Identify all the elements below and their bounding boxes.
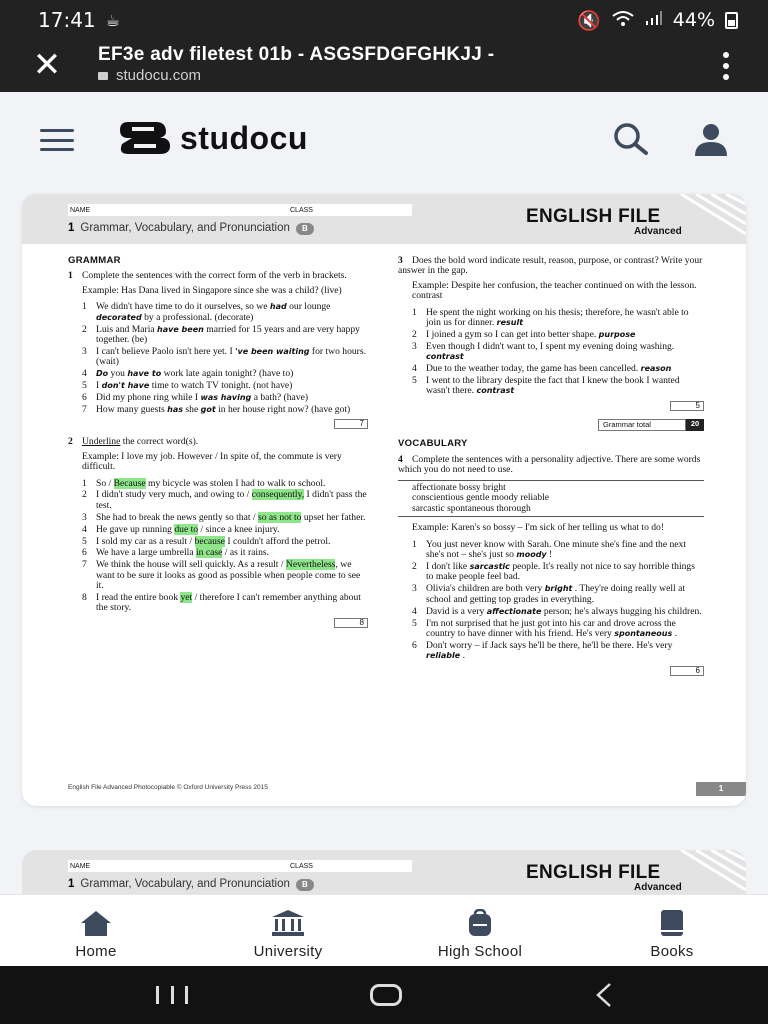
close-icon[interactable]: ✕ — [32, 45, 62, 85]
system-navigation — [0, 966, 768, 1024]
highlighted-answer: Because — [113, 477, 146, 489]
list-item — [398, 540, 704, 561]
name-class-box — [68, 204, 412, 216]
url-display — [98, 67, 201, 84]
nav-university-label: University — [253, 943, 323, 960]
signal-icon — [645, 9, 663, 31]
url-text: studocu.com — [116, 67, 202, 84]
university-icon — [271, 909, 305, 937]
item-text: Don't worry – if Jack says he'll be there, he'll be there. He's very — [426, 639, 673, 651]
handwritten-answer: have to — [127, 369, 162, 379]
page-number: 1 — [696, 782, 746, 796]
more-options-icon[interactable] — [722, 52, 730, 80]
nav-high-school-label: High School — [437, 943, 523, 960]
item-text: I went to the library despite the fact that I knew the book I wanted wasn't there. — [426, 375, 680, 397]
handwritten-answer: reliable — [426, 651, 461, 661]
studocu-logo[interactable] — [114, 118, 308, 158]
search-icon[interactable] — [610, 122, 650, 156]
home-icon — [79, 909, 113, 937]
item-text: I'm not surprised that he just got into his car and drove across the country to have dinner with his friend. He's very — [426, 617, 676, 639]
brand-title: ENGLISH FILE — [526, 206, 661, 227]
highlighted-answer: because — [194, 535, 225, 547]
item-text: . — [674, 627, 678, 639]
item-number: 3 — [82, 345, 87, 357]
recents-icon[interactable] — [156, 986, 188, 1004]
logo-mark-icon — [114, 118, 174, 158]
item-text: So / — [96, 477, 114, 489]
item-number: 3 — [82, 511, 87, 523]
handwritten-answer: was having — [200, 392, 252, 402]
grammar-heading: GRAMMAR — [68, 255, 121, 266]
list-item — [68, 393, 368, 403]
grammar-total: Grammar total 20 — [398, 419, 704, 431]
nav-home-label: Home — [75, 943, 117, 960]
item-number: 4 — [412, 605, 417, 617]
system-home-icon[interactable] — [370, 984, 402, 1006]
list-item — [398, 364, 704, 374]
handwritten-answer: Do — [96, 369, 109, 379]
list-item — [68, 525, 368, 535]
item-text: He gave up running — [96, 523, 175, 535]
mute-icon: 🔇 — [577, 9, 601, 32]
highlighted-answer: due to — [174, 523, 199, 535]
list-item — [398, 641, 704, 662]
page-title: EF3e adv filetest 01b - ASGSFDGFGHKJJ - — [98, 44, 495, 65]
item-number: 5 — [412, 375, 417, 387]
handwritten-answer: decorated — [96, 312, 142, 322]
question-3: 3 Does the bold word indicate result, reason, purpose, or contrast? Write your answer in the gap. — [398, 255, 703, 277]
item-text: We have a large umbrella — [96, 547, 197, 559]
item-number: 4 — [82, 523, 87, 535]
item-number: 5 — [82, 380, 87, 392]
item-text: Luis and Maria — [96, 323, 155, 335]
list-item — [68, 405, 368, 415]
item-number: 2 — [412, 561, 417, 572]
item-text: , we want to be sure it looks as good as possible when people come to see it. — [96, 559, 361, 592]
bottom-navigation — [0, 894, 768, 966]
item-text: married for 15 years and are very happy together. (be) — [96, 323, 360, 345]
item-text: upset her father. — [301, 511, 366, 523]
nav-home[interactable] — [0, 895, 192, 966]
user-icon[interactable] — [692, 122, 730, 156]
item-text: people. It's really not nice to say horrible things to make people feel bad. — [426, 561, 695, 583]
item-text: / therefore I can't remember anything about the story. — [96, 592, 361, 614]
battery-percent: 44% — [672, 9, 715, 31]
item-number: 3 — [412, 340, 417, 352]
question-4-items — [398, 540, 704, 662]
menu-icon[interactable] — [40, 129, 74, 151]
list-item — [398, 330, 704, 340]
brand-subtitle: Advanced — [634, 226, 682, 237]
handwritten-answer: contrast — [426, 352, 464, 362]
question-4-score: 6 — [398, 666, 704, 676]
document-header — [22, 194, 746, 244]
handwritten-answer: got — [200, 404, 216, 414]
question-1-items — [68, 302, 368, 415]
right-column — [398, 256, 704, 684]
item-number: 4 — [82, 368, 87, 380]
name-class-box-2: NAME CLASS — [68, 860, 412, 872]
class-label: CLASS — [290, 207, 313, 214]
item-text: I — [96, 380, 100, 392]
status-time: 17:41 — [38, 8, 96, 32]
question-3-items — [398, 308, 704, 397]
handwritten-answer: bright — [544, 584, 573, 594]
backpack-icon — [463, 909, 497, 937]
brand-title-2: ENGLISH FILE — [526, 862, 661, 883]
item-text: I read the entire book — [96, 592, 181, 604]
item-number: 8 — [82, 592, 87, 604]
site-header — [0, 92, 768, 184]
section-heading — [68, 222, 314, 235]
handwritten-answer: has — [167, 404, 184, 414]
handwritten-answer: affectionate — [486, 606, 542, 616]
item-number: 5 — [82, 535, 87, 547]
decorative-stripes-2 — [676, 850, 746, 900]
handwritten-answer: have been — [157, 324, 204, 334]
list-item — [398, 376, 704, 397]
item-text: my bicycle was stolen I had to walk to school. — [145, 477, 326, 489]
logo-text: studocu — [180, 119, 308, 156]
item-text: How many guests — [96, 403, 165, 415]
question-4-example: Example: Karen's so bossy – I'm sick of her telling us what to do! — [412, 522, 665, 534]
item-text: time to watch TV tonight. (not have) — [151, 380, 293, 392]
section-badge: B — [296, 223, 314, 235]
item-number: 6 — [412, 639, 417, 651]
item-number: 6 — [82, 391, 87, 403]
handwritten-answer: had — [269, 302, 287, 312]
item-text: We didn't have time to do it ourselves, so we — [96, 301, 268, 313]
question-4: 4 Complete the sentences with a personality adjective. There are some words which you do not need to use. — [398, 453, 701, 476]
list-item — [398, 584, 704, 605]
book-icon — [655, 909, 689, 937]
brand-subtitle-2: Advanced — [634, 882, 682, 893]
item-number: 7 — [82, 403, 87, 415]
section-number: 1 — [68, 222, 75, 234]
item-text: I didn't study very much, and owing to / — [96, 489, 252, 501]
highlighted-answer: in case — [196, 547, 223, 559]
item-text: . They're doing really well at school and getting top grades in everything. — [426, 583, 686, 605]
item-text: I can't believe Paolo isn't here yet. I — [96, 345, 233, 357]
list-item — [68, 381, 368, 391]
name-label: NAME — [70, 207, 91, 214]
list-item — [68, 490, 368, 511]
question-2-score: 8 — [68, 618, 368, 628]
battery-icon — [725, 12, 738, 29]
section-heading-2: 1 Grammar, Vocabulary, and Pronunciation B — [68, 878, 314, 891]
question-2-example: Example: I love my job. However / In spite of, the commute is very difficult. — [82, 450, 342, 473]
item-text: David is a very — [426, 605, 485, 617]
handwritten-answer: don't have — [101, 381, 150, 391]
item-text: a bath? (have) — [253, 391, 309, 403]
item-number: 4 — [412, 363, 417, 375]
item-text: she — [185, 403, 199, 415]
item-text: ! — [549, 549, 553, 561]
list-item — [68, 347, 368, 368]
item-text: Due to the weather today, the game has been cancelled. — [426, 363, 639, 375]
question-1-example: Example: Has Dana lived in Singapore since she was a child? (live) — [82, 284, 342, 296]
handwritten-answer: moody — [516, 550, 547, 560]
wifi-icon — [611, 9, 635, 31]
item-number: 3 — [412, 583, 417, 595]
item-text: Did my phone ring while I — [96, 391, 199, 403]
nav-high-school[interactable] — [384, 895, 576, 966]
list-item — [398, 607, 704, 617]
question-2-items — [68, 479, 368, 614]
decorative-stripes — [676, 194, 746, 244]
item-text: You just never know with Sarah. One minute she's fine and the next she's not – she's just so — [426, 538, 687, 561]
handwritten-answer: sarcastic — [469, 562, 510, 571]
item-text: I sold my car as a result / — [96, 535, 195, 547]
item-text: in her house right now? (have got) — [218, 403, 351, 415]
item-number: 2 — [82, 323, 87, 335]
nav-university[interactable] — [192, 895, 384, 966]
item-number: 7 — [82, 559, 87, 571]
handwritten-answer: spontaneous — [614, 628, 673, 638]
handwritten-answer: reason — [640, 364, 672, 374]
handwritten-answer: purpose — [598, 329, 636, 339]
list-item — [398, 562, 704, 583]
item-text: We think the house will sell quickly. As a result / — [96, 559, 286, 571]
nav-books-label: Books — [650, 943, 694, 960]
list-item — [398, 342, 704, 363]
item-text: you — [110, 368, 125, 380]
item-number: 5 — [412, 617, 417, 629]
highlighted-answer: so as not to — [258, 511, 302, 523]
vocabulary-heading: VOCABULARY — [398, 438, 468, 450]
item-text: for two hours. (wait) — [96, 345, 367, 368]
notification-icon: ☕ — [105, 10, 120, 30]
question-2: 2 Underline the correct word(s). — [68, 436, 199, 448]
list-item — [68, 593, 368, 614]
item-number: 2 — [82, 489, 87, 501]
handwritten-answer: contrast — [476, 386, 515, 396]
item-text: / as it rains. — [222, 547, 270, 559]
question-3-score: 5 — [398, 401, 704, 411]
list-item — [68, 325, 368, 346]
list-item — [68, 560, 368, 591]
item-text: He spent the night working on his thesis; therefore, he wasn't able to join us for dinner. — [426, 306, 689, 329]
item-text: Even though I didn't want to, I spent my evening doing washing. — [426, 340, 675, 352]
item-number: 1 — [82, 477, 87, 489]
item-number: 1 — [412, 538, 417, 550]
item-text: She had to break the news gently so that / — [96, 511, 258, 523]
item-text: I couldn't afford the petrol. — [224, 535, 331, 547]
handwritten-answer: 've been waiting — [235, 346, 310, 356]
lock-icon — [98, 72, 108, 80]
section-title: Grammar, Vocabulary, and Pronunciation — [80, 222, 290, 234]
highlighted-answer: yet — [180, 592, 193, 604]
item-text: work late again tonight? (have to) — [163, 368, 294, 380]
question-1: 1 Complete the sentences with the correct form of the verb in brackets. — [68, 270, 347, 282]
list-item — [68, 513, 368, 523]
item-text: I didn't pass the test. — [96, 489, 367, 511]
left-column — [68, 256, 368, 636]
item-text: by a professional. (decorate) — [144, 311, 254, 323]
item-number: 1 — [82, 301, 87, 313]
word-box: affectionate bossy bright conscientious gentle moody reliable sarcastic spontaneous thorough — [398, 480, 704, 518]
item-text: . — [462, 650, 465, 662]
list-item — [68, 302, 368, 323]
browser-toolbar — [0, 40, 768, 92]
list-item — [68, 369, 368, 379]
list-item — [398, 308, 704, 329]
list-item — [398, 619, 704, 640]
item-text: I don't like — [426, 561, 468, 572]
status-bar — [0, 0, 768, 40]
list-item — [68, 548, 368, 558]
item-number: 2 — [412, 328, 417, 340]
back-icon[interactable] — [592, 982, 616, 1008]
item-text: I joined a gym so I can get into better shape. — [426, 328, 597, 340]
highlighted-answer: Nevertheless — [285, 559, 336, 571]
highlighted-answer: consequently, — [251, 489, 305, 501]
item-number: 1 — [412, 306, 417, 318]
item-text: our lounge — [289, 301, 331, 313]
document-page — [22, 194, 746, 806]
document-footer: English File Advanced Photocopiable © Oxford University Press 2015 — [68, 784, 268, 791]
item-text: / since a knee injury. — [198, 523, 280, 535]
list-item — [68, 537, 368, 547]
status-indicators — [577, 9, 738, 32]
handwritten-answer: result — [496, 318, 524, 328]
item-text: person; he's always hugging his children. — [543, 605, 702, 617]
question-3-example: Example: Despite her confusion, the teacher continued on with the lesson. contrast — [412, 279, 697, 302]
list-item — [68, 479, 368, 489]
item-number: 6 — [82, 547, 87, 559]
question-1-score: 7 — [68, 419, 368, 429]
nav-books[interactable] — [576, 895, 768, 966]
item-text: Olivia's children are both very — [426, 583, 543, 595]
